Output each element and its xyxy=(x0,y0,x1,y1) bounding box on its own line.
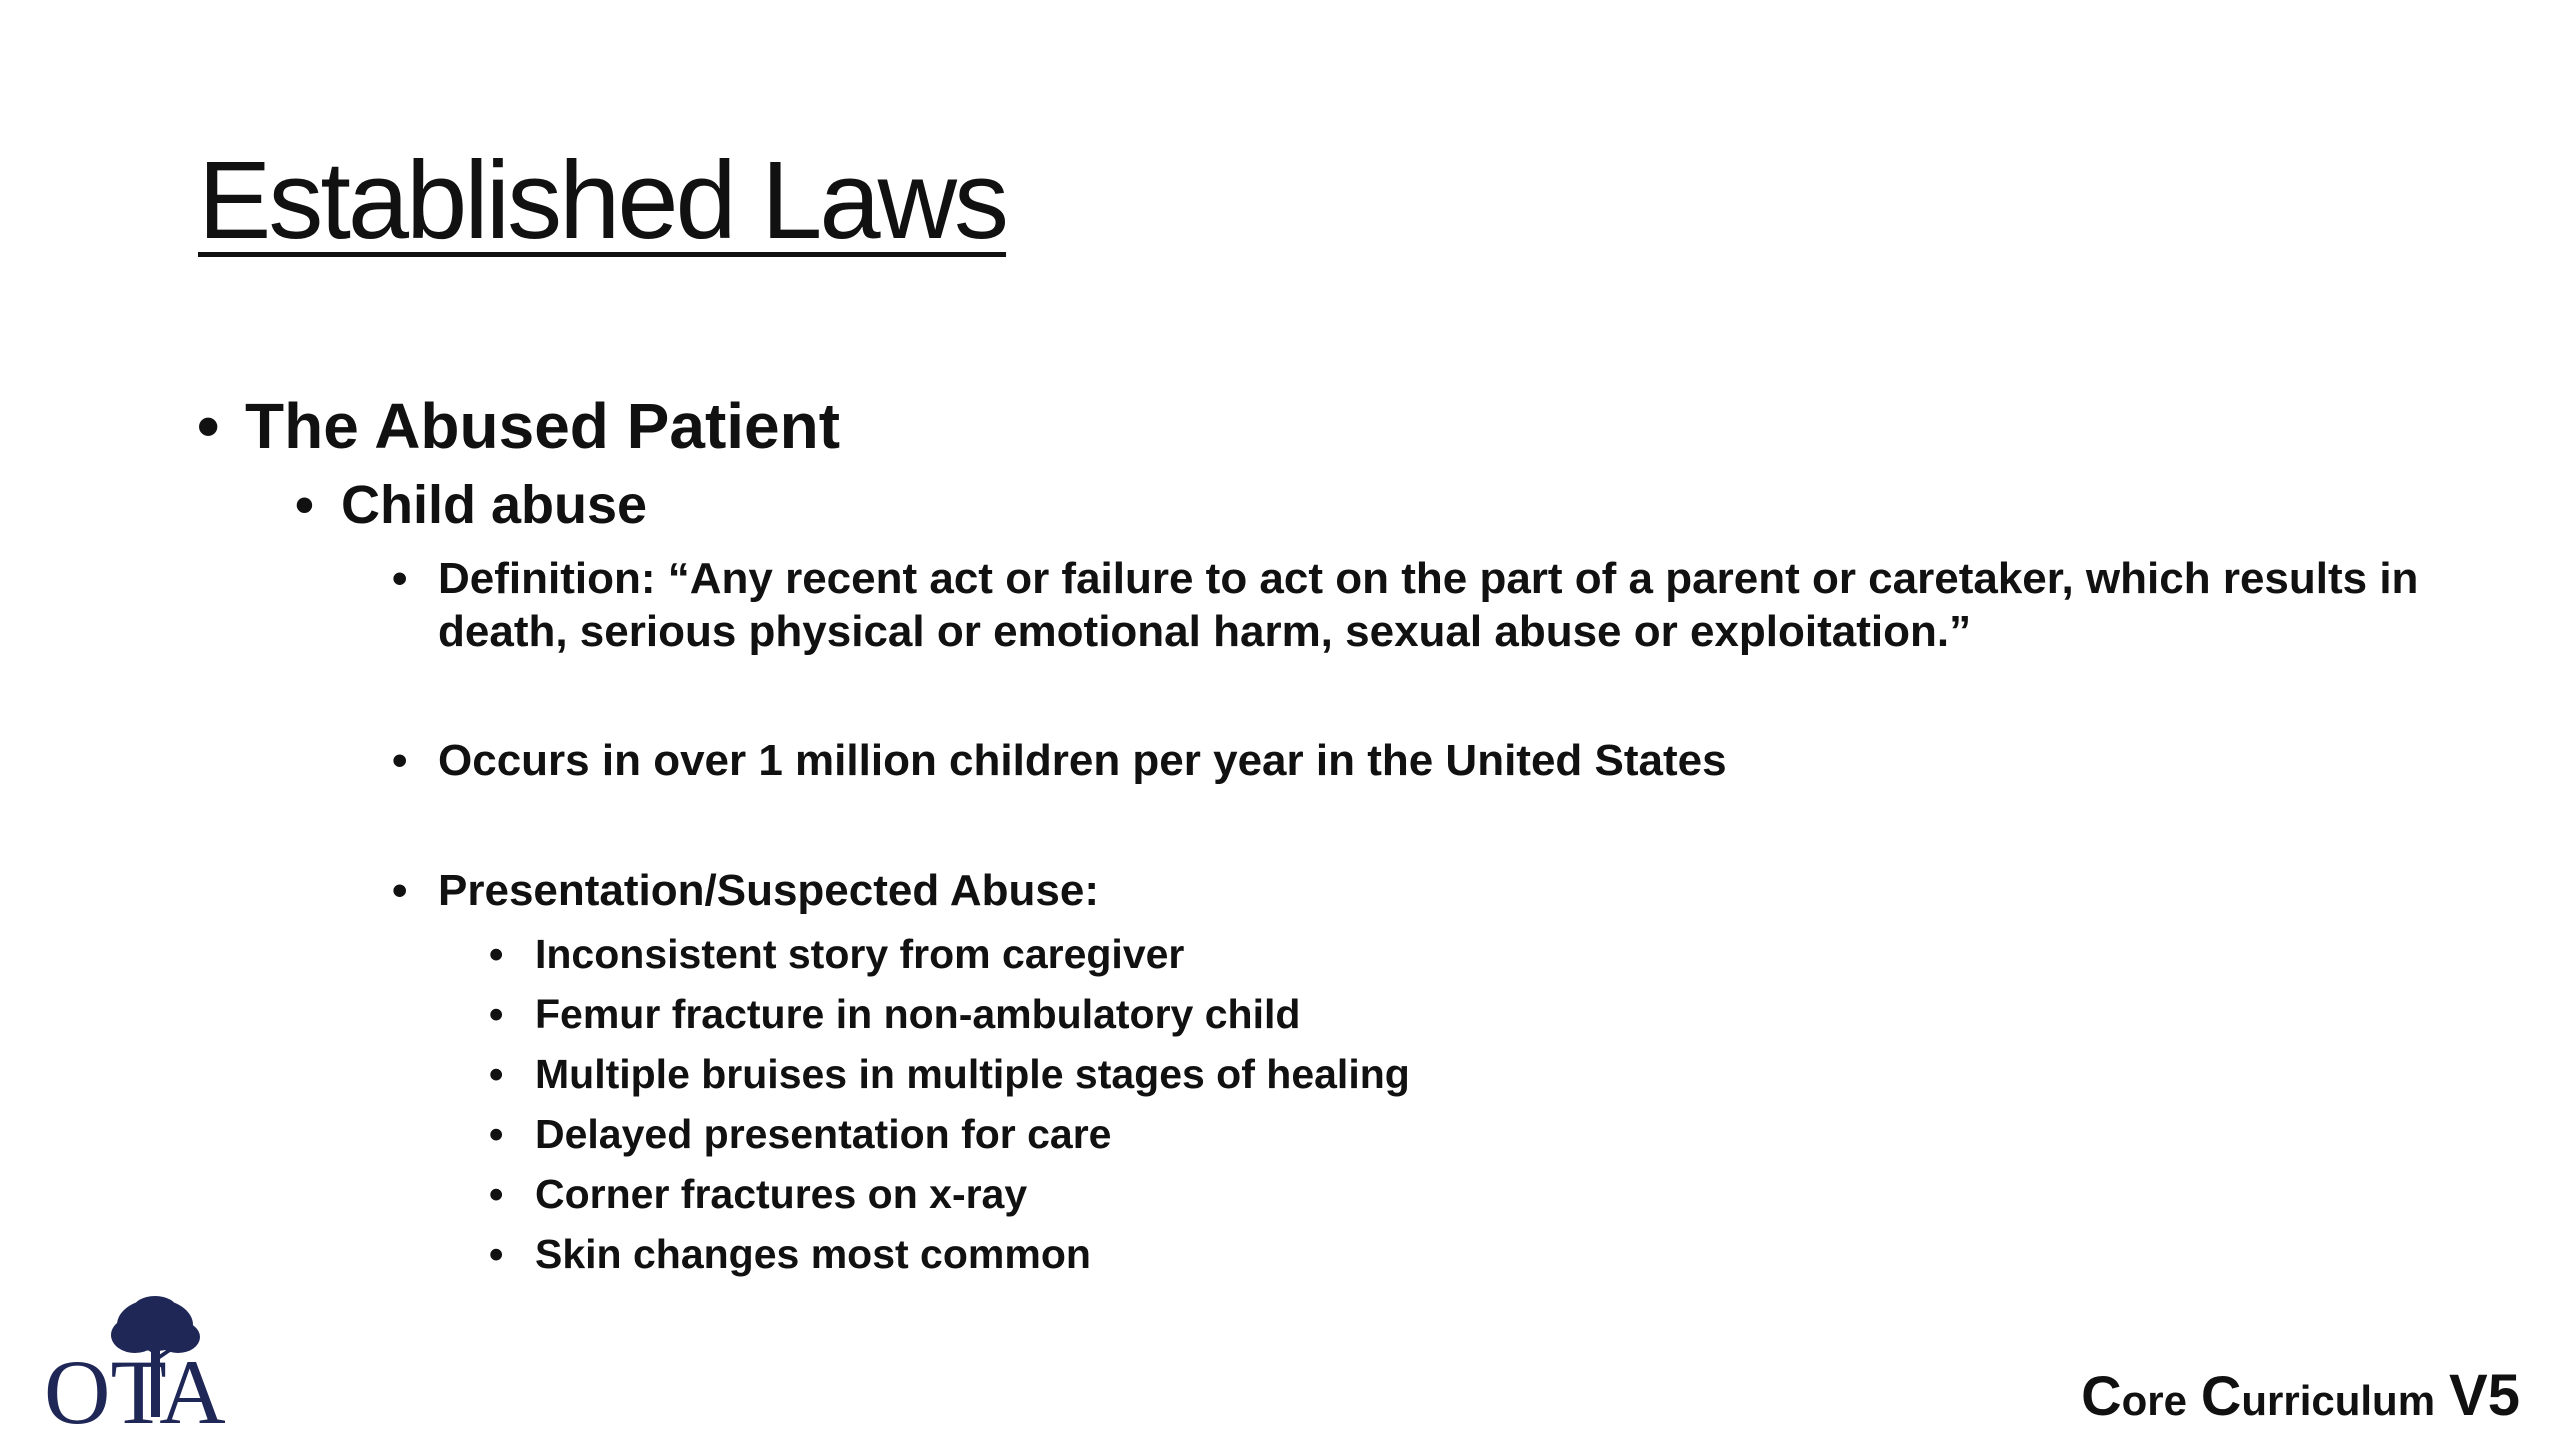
bullet-occurrence xyxy=(392,734,1727,787)
bullet-text: Inconsistent story from caregiver xyxy=(535,931,1185,977)
bullet-dot: • xyxy=(489,1231,504,1277)
bullet-text: Child abuse xyxy=(341,475,648,535)
presentation-item xyxy=(489,929,1185,979)
bullet-text: The Abused Patient xyxy=(245,390,841,462)
presentation-item xyxy=(489,1049,1410,1099)
presentation-item xyxy=(489,989,1301,1039)
logo-letters: OTA xyxy=(44,1341,226,1435)
bullet-dot: • xyxy=(489,1171,504,1217)
definition-text: Definition: “Any recent act or failure to act on the part of a parent or caretaker, which results in death, serious physical or emotional harm, sexual abuse or exploitation.” xyxy=(438,554,2419,656)
bullet-dot: • xyxy=(392,736,408,785)
bullet-dot: • xyxy=(197,390,220,462)
core-curriculum-brand xyxy=(2081,1362,2520,1429)
bullet-dot: • xyxy=(489,931,504,977)
bullet-dot: • xyxy=(392,554,408,603)
slide-title: Established Laws xyxy=(198,139,1007,262)
bullet-text: Occurs in over 1 million children per year in the United States xyxy=(438,736,1727,785)
ota-logo xyxy=(40,1295,255,1435)
bullet-level1 xyxy=(197,388,841,464)
presentation-item xyxy=(489,1169,1028,1219)
bullet-text: Delayed presentation for care xyxy=(535,1111,1112,1157)
bullet-text: Multiple bruises in multiple stages of healing xyxy=(535,1051,1410,1097)
bullet-text: Corner fractures on x-ray xyxy=(535,1171,1028,1217)
bullet-presentation xyxy=(392,864,1099,917)
bullet-text: Skin changes most common xyxy=(535,1231,1091,1277)
brand-c2: C xyxy=(2200,1364,2242,1427)
presentation-item xyxy=(489,1109,1112,1159)
bullet-definition xyxy=(392,552,2438,658)
presentation-item xyxy=(489,1229,1091,1279)
bullet-text: Femur fracture in non-ambulatory child xyxy=(535,991,1301,1037)
bullet-dot: • xyxy=(489,1051,504,1097)
brand-urriculum: urriculum xyxy=(2241,1377,2436,1424)
bullet-dot: • xyxy=(489,1111,504,1157)
brand-ore: ore xyxy=(2121,1377,2187,1424)
bullet-text: Presentation/Suspected Abuse: xyxy=(438,866,1099,915)
bullet-dot: • xyxy=(489,991,504,1037)
brand-c1: C xyxy=(2081,1364,2122,1427)
brand-version: V5 xyxy=(2449,1363,2520,1428)
bullet-level2 xyxy=(295,473,648,537)
bullet-dot: • xyxy=(295,475,314,535)
bullet-dot: • xyxy=(392,866,408,915)
